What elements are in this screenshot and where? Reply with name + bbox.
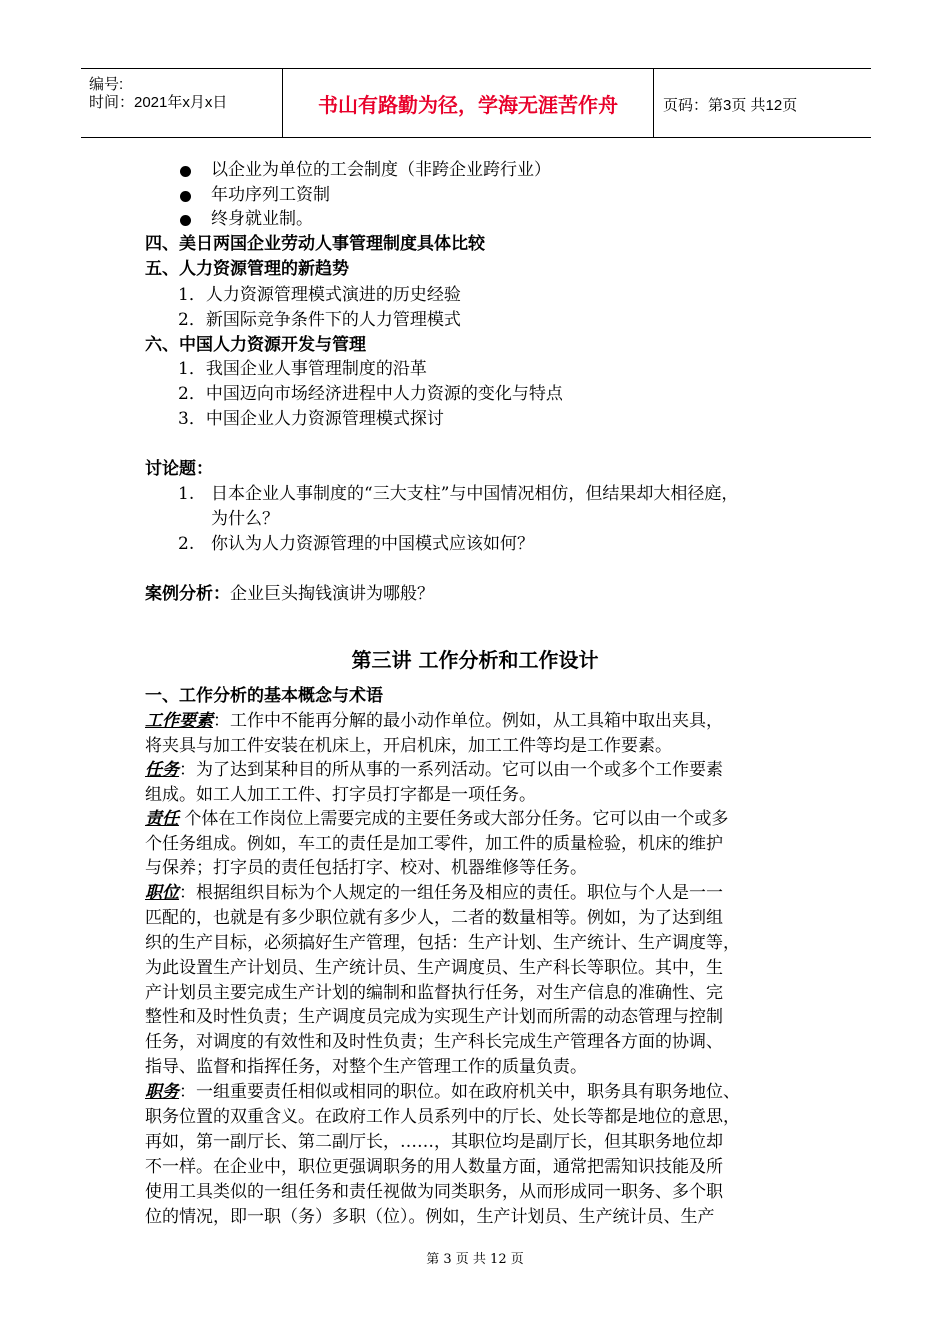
discussion-text: 为什么？ <box>211 509 279 529</box>
section-heading: 四、美日两国企业劳动人事管理制度具体比较 <box>145 234 485 254</box>
term-text: 组成。如工人加工工件、打字员打字都是一项任务。 <box>145 785 536 805</box>
lecture-title: 第三讲 工作分析和工作设计 <box>351 648 599 672</box>
bullet-dot <box>180 166 191 177</box>
term-separator: ： <box>179 760 196 780</box>
term-line <box>145 1080 740 1104</box>
term-line <box>145 807 728 831</box>
case-analysis <box>145 582 434 606</box>
term-separator: ： <box>179 1082 196 1102</box>
term-text: 指导、监督和指挥任务，对整个生产管理工作的质量负责。 <box>145 1057 587 1077</box>
bullet-dot <box>180 215 191 226</box>
term-text: 职务位置的双重含义。在政府工作人员系列中的厅长、处长等都是地位的意思， <box>145 1107 740 1127</box>
header-meta <box>81 69 282 137</box>
term-name: 职位 <box>145 883 179 903</box>
term-text: 使用工具类似的一组任务和责任视做为同类职务，从而形成同一职务、多个职 <box>145 1182 723 1202</box>
section-item: 1．人力资源管理模式演进的历史经验 <box>178 285 461 305</box>
case-text: 企业巨头掏钱演讲为哪般？ <box>230 584 434 604</box>
term-text: 织的生产目标，必须搞好生产管理，包括：生产计划、生产统计、生产调度等， <box>145 933 740 953</box>
term-name: 责任 <box>145 809 179 829</box>
term-text: 根据组织目标为个人规定的一组任务及相应的责任。职位与个人是一一 <box>196 883 723 903</box>
section-item: 2．新国际竞争条件下的人力管理模式 <box>178 310 461 330</box>
header-page-info: 页码：第3页 共12页 <box>663 97 798 114</box>
term-text: 为此设置生产计划员、生产统计员、生产调度员、生产科长等职位。其中，生 <box>145 958 723 978</box>
bullet-dot <box>180 191 191 202</box>
section-item: 1．我国企业人事管理制度的沿革 <box>178 359 427 379</box>
case-label: 案例分析： <box>145 584 230 604</box>
bullet-item: 以企业为单位的工会制度（非跨企业跨行业） <box>211 160 551 180</box>
term-text: 为了达到某种目的所从事的一系列活动。它可以由一个或多个工作要素 <box>196 760 723 780</box>
term-text: 再如，第一副厅长、第二副厅长，……，其职位均是副厅长，但其职务地位却 <box>145 1132 723 1152</box>
section-heading: 五、人力资源管理的新趋势 <box>145 259 349 279</box>
code-label: 编号: <box>89 76 124 93</box>
term-text: 个体在工作岗位上需要完成的主要任务或大部分任务。它可以由一个或多 <box>184 809 729 829</box>
discussion-heading: 讨论题： <box>145 459 213 479</box>
header-divider <box>653 69 654 137</box>
term-text: 匹配的，也就是有多少职位就有多少人，二者的数量相等。例如，为了达到组 <box>145 908 723 928</box>
subsection-heading: 一、工作分析的基本概念与术语 <box>145 686 383 706</box>
term-name: 任务 <box>145 760 179 780</box>
discussion-number: 2. <box>178 534 195 554</box>
term-text: 将夹具与加工件安装在机床上，开启机床，加工工件等均是工作要素。 <box>145 736 672 756</box>
term-name: 职务 <box>145 1082 179 1102</box>
page-footer: 第 3 页 共 12 页 <box>426 1252 524 1267</box>
term-line <box>145 709 723 733</box>
term-text: 整性和及时性负责；生产调度员完成为实现生产计划而所需的动态管理与控制 <box>145 1007 723 1027</box>
term-text: 工作中不能再分解的最小动作单位。例如，从工具箱中取出夹具， <box>230 711 723 731</box>
page-header <box>81 68 871 138</box>
discussion-number: 1. <box>178 484 195 504</box>
term-text: 位的情况，即一职（务）多职（位）。例如，生产计划员、生产统计员、生产 <box>145 1207 715 1227</box>
section-heading: 六、中国人力资源开发与管理 <box>145 335 366 355</box>
discussion-text: 日本企业人事制度的“三大支柱”与中国情况相仿，但结果却大相径庭， <box>211 484 739 504</box>
term-separator: ： <box>179 883 196 903</box>
term-text: 不一样。在企业中，职位更强调职务的用人数量方面，通常把需知识技能及所 <box>145 1157 723 1177</box>
term-separator: ： <box>213 711 230 731</box>
term-name: 工作要素 <box>145 711 213 731</box>
time-label: 时间：2021年x月x日 <box>89 94 228 111</box>
term-text: 产计划员主要完成生产计划的编制和监督执行任务，对生产信息的准确性、完 <box>145 983 723 1003</box>
bullet-item: 终身就业制。 <box>211 209 313 229</box>
section-item: 3．中国企业人力资源管理模式探讨 <box>178 409 444 429</box>
term-text: 与保养；打字员的责任包括打字、校对、机器维修等任务。 <box>145 858 587 878</box>
term-text: 任务，对调度的有效性和及时性负责；生产科长完成生产管理各方面的协调、 <box>145 1032 723 1052</box>
term-text: 一组重要责任相似或相同的职位。如在政府机关中，职务具有职务地位、 <box>196 1082 740 1102</box>
header-motto: 书山有路勤为径，学海无涯苦作舟 <box>318 92 618 117</box>
term-text: 个任务组成。例如，车工的责任是加工零件，加工件的质量检验，机床的维护 <box>145 834 723 854</box>
term-line <box>145 881 723 905</box>
section-item: 2．中国迈向市场经济进程中人力资源的变化与特点 <box>178 384 563 404</box>
bullet-item: 年功序列工资制 <box>211 185 330 205</box>
discussion-text: 你认为人力资源管理的中国模式应该如何？ <box>211 534 534 554</box>
term-line <box>145 758 723 782</box>
